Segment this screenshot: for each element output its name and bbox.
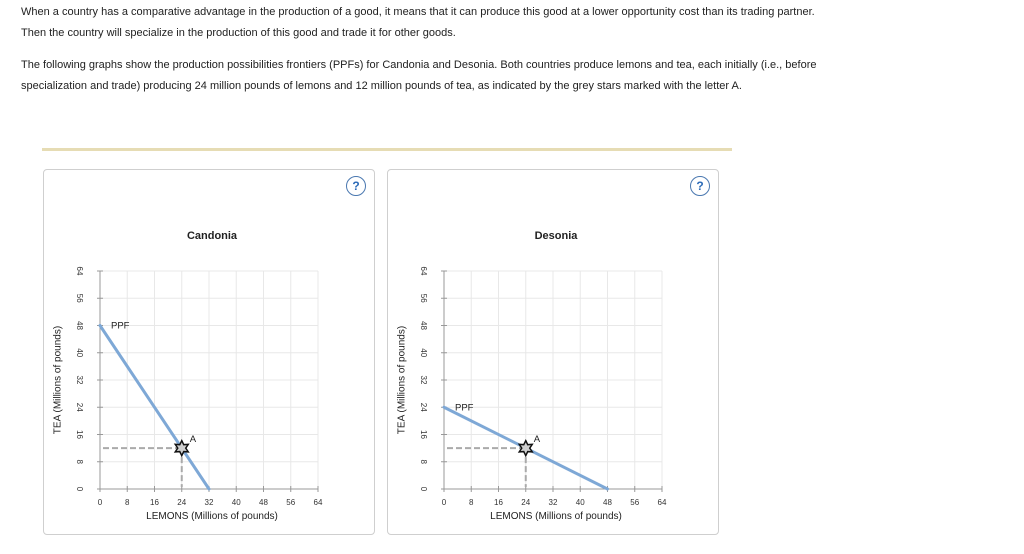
x-tick-label: 8 — [469, 498, 474, 507]
y-tick-label: 48 — [74, 321, 84, 330]
y-tick-label: 32 — [418, 375, 428, 385]
x-tick-label: 56 — [286, 498, 296, 507]
y-tick-label: 16 — [418, 430, 428, 439]
y-tick-label: 24 — [418, 402, 428, 412]
x-tick-label: 24 — [177, 498, 187, 507]
x-tick-label: 16 — [150, 498, 159, 507]
x-axis-label: LEMONS (Millions of pounds) — [146, 511, 278, 522]
help-icon[interactable]: ? — [346, 176, 366, 196]
description-paragraph: The following graphs show the production possibilities frontiers (PPFs) for Candonia and Desonia. Both countries produce lemons and tea, each initially (i.e., before specialization and trade) producing 24 million pounds of lemons and 12 million pounds of tea, as indicated by the grey stars marked with the letter A. — [21, 59, 817, 92]
y-tick-label: 64 — [418, 266, 428, 276]
y-tick-label: 40 — [418, 348, 428, 358]
x-tick-label: 24 — [521, 498, 531, 507]
x-tick-label: 32 — [548, 498, 558, 507]
point-a-label: A — [533, 434, 541, 446]
x-tick-label: 0 — [441, 498, 447, 507]
y-tick-label: 0 — [74, 486, 84, 492]
ppf-label: PPF — [111, 320, 130, 332]
x-tick-label: 64 — [657, 498, 667, 507]
y-tick-label: 56 — [74, 293, 84, 303]
help-icon[interactable]: ? — [690, 176, 710, 196]
y-tick-label: 0 — [418, 486, 428, 492]
x-tick-label: 56 — [630, 498, 640, 507]
x-tick-label: 48 — [603, 498, 612, 507]
x-tick-label: 32 — [204, 498, 214, 507]
desonia-chart[interactable] — [388, 170, 718, 534]
y-tick-label: 40 — [74, 348, 84, 358]
point-a-star — [519, 441, 532, 456]
x-tick-label: 8 — [125, 498, 130, 507]
x-tick-label: 40 — [231, 498, 241, 507]
x-tick-label: 48 — [259, 498, 268, 507]
y-tick-label: 24 — [74, 402, 84, 412]
y-tick-label: 48 — [418, 321, 428, 330]
y-tick-label: 56 — [418, 293, 428, 303]
chart-title: Candonia — [186, 230, 238, 242]
x-tick-label: 16 — [494, 498, 503, 507]
desonia-graph-panel — [387, 169, 719, 535]
y-axis-label: TEA (Millions of pounds) — [52, 325, 64, 435]
intro-paragraph: When a country has a comparative advantage in the production of a good, it means that it can produce this good at a lower opportunity cost than its trading partner. Then the country will specialize in the production of this good and trade it for other goods. — [21, 6, 815, 39]
chart-title: Desonia — [534, 230, 578, 242]
y-tick-label: 32 — [74, 375, 84, 385]
x-axis-label: LEMONS (Millions of pounds) — [490, 511, 622, 522]
point-a-label: A — [189, 434, 197, 446]
y-tick-label: 8 — [418, 459, 428, 464]
candonia-graph-panel — [43, 169, 375, 535]
x-tick-label: 64 — [313, 498, 323, 507]
x-tick-label: 40 — [575, 498, 585, 507]
x-tick-label: 0 — [97, 498, 103, 507]
y-tick-label: 8 — [74, 459, 84, 464]
y-tick-label: 64 — [74, 266, 84, 276]
ppf-label: PPF — [455, 402, 474, 414]
section-divider — [42, 148, 732, 151]
candonia-chart[interactable] — [44, 170, 374, 534]
y-axis-label: TEA (Millions of pounds) — [396, 325, 408, 435]
y-tick-label: 16 — [74, 430, 84, 439]
